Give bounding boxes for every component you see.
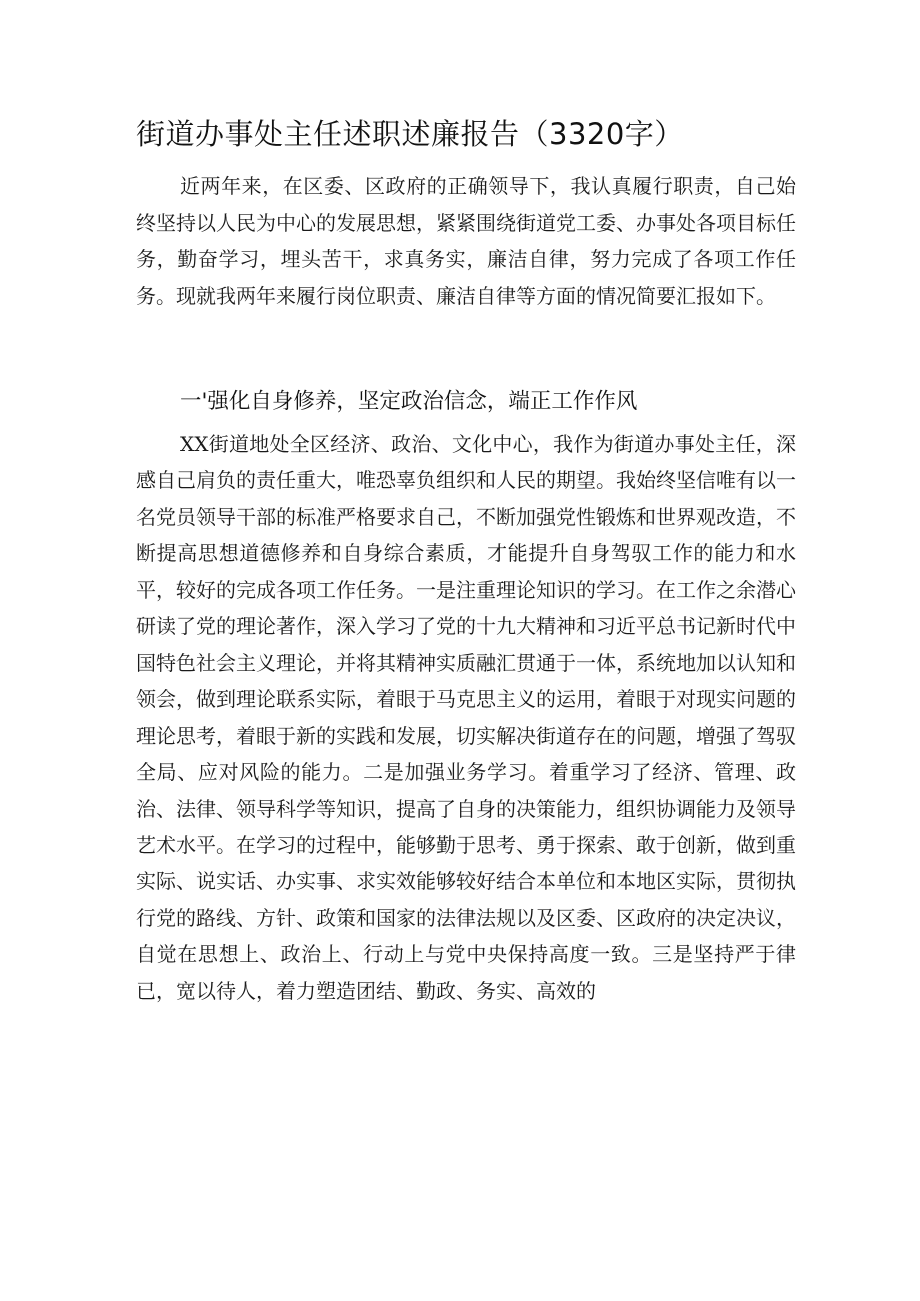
section-heading-1: 一'强化自身修养，坚定政治信念，端正工作作风: [180, 389, 638, 414]
document-title: 街道办事处主任述职述廉报告（3320字）: [136, 117, 684, 151]
section-1-paragraph: XX街道地处全区经济、政治、文化中心，我作为街道办事处主任，深感自己肩负的责任重大，唯恐辜负组织和人民的期望。我始终坚信唯有以一名党员领导干部的标准严格要求自己，不断加强党性锻炼和世界观改造，不断提高思想道德修养和自身综合素质，才能提升自身驾驭工作的能力和水平，较好的完成各项工作任务。一是注重理论知识的学习。在工作之余潜心研读了党的理论著作，深入学习了党的十九大精神和习近平总书记新时代中国特色社会主义理论，并将其精神实质融汇贯通于一体，系统地加以认知和领会，做到理论联系实际，着眼于马克思主义的运用，着眼于对现实问题的理论思考，着眼于新的实践和发展，切实解决街道存在的问题，增强了驾驭全局、应对风险的能力。二是加强业务学习。着重学习了经济、管理、政治、法律、领导科学等知识，提高了自身的决策能力，组织协调能力及领导艺术水平。在学习的过程中，能够勤于思考、勇于探索、敢于创新，做到重实际、说实话、办实事、求实效能够较好结合本单位和本地区实际，贯彻执行党的路线、方针、政策和国家的法律法规以及区委、区政府的决定决议，自觉在思想上、政治上、行动上与党中央保持高度一致。三是坚持严于律已，宽以待人，着力塑造团结、勤政、务实、高效的: [136, 432, 796, 1003]
intro-paragraph: 近两年来，在区委、区政府的正确领导下，我认真履行职责，自己始终坚持以人民为中心的发展思想，紧紧围绕街道党工委、办事处各项目标任务，勤奋学习，埋头苦干，求真务实，廉洁自律，努力完成了各项工作任务。现就我两年来履行岗位职责、廉洁自律等方面的情况简要汇报如下。: [136, 174, 796, 309]
